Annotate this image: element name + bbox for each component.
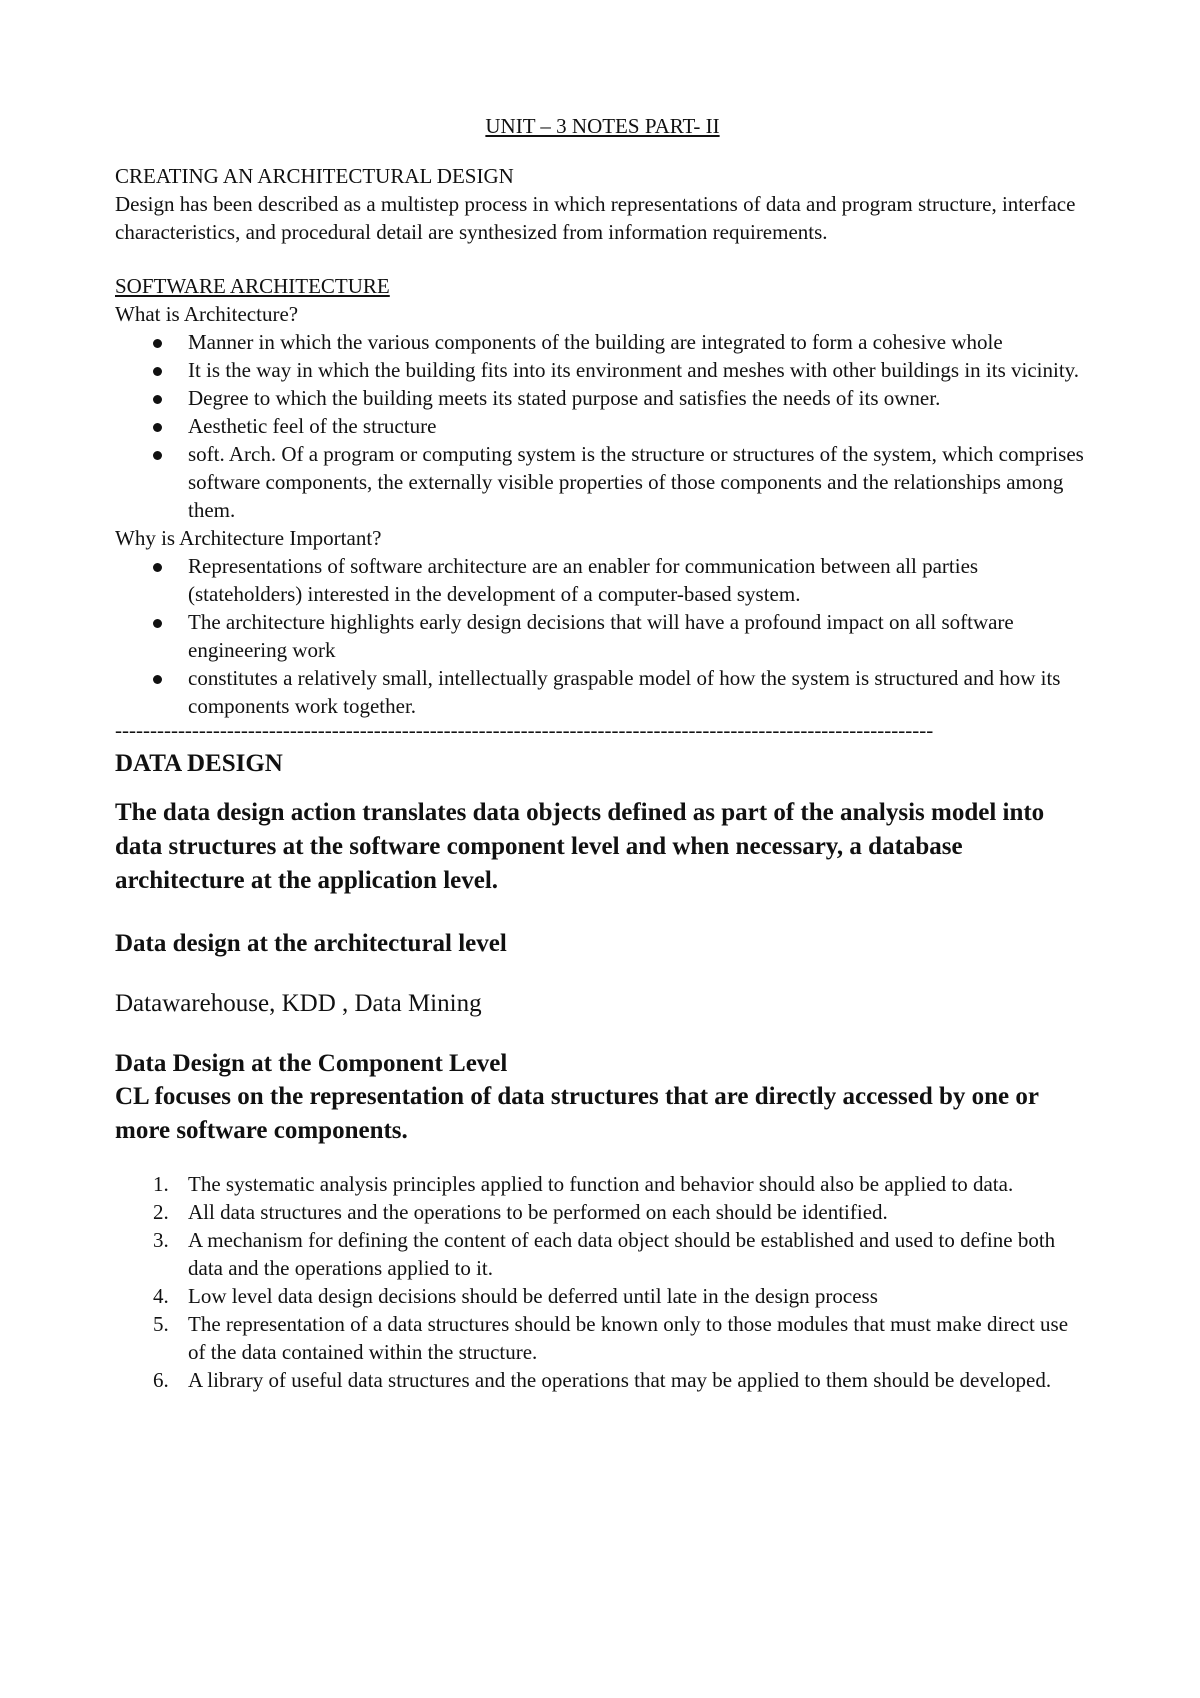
list-item-text: The systematic analysis principles applied to function and behavior should also be applied to data. [188,1172,1014,1196]
list-number: 5. [153,1312,169,1336]
question-what-is-architecture: What is Architecture? [115,302,299,326]
subheading-component-level: Data Design at the Component Level [115,1050,508,1077]
list-item-text: Manner in which the various components of the building are integrated to form a cohesive whole [188,330,1003,354]
list-number: 3. [153,1228,169,1252]
list-item-text: Representations of software architecture are an enabler for communication between all parties (stateholders) interested in the development of a computer-based system. [188,554,979,606]
bullet-icon [153,563,162,572]
bullet-icon [153,619,162,628]
spacer [115,1148,1090,1170]
list-item-text: The architecture highlights early design decisions that will have a profound impact on all software engineering work [188,610,1014,662]
document-title: UNIT – 3 NOTES PART- II [485,114,720,138]
spacer [115,246,1090,272]
list-item [115,608,1090,664]
section-heading-architectural-design: CREATING AN ARCHITECTURAL DESIGN [115,164,514,188]
list-item-text: A library of useful data structures and the operations that may be applied to them should be developed. [188,1368,1052,1392]
list-item [115,1282,1090,1310]
why-architecture-important-list [115,552,1090,720]
list-item [115,412,1090,440]
list-item-text: It is the way in which the building fits into its environment and meshes with other buildings in its vicinity. [188,358,1080,382]
bullet-icon [153,675,162,684]
section-heading-data-design: DATA DESIGN [115,750,283,777]
list-item-text: constitutes a relatively small, intellectually graspable model of how the system is structured and how its components work together. [188,666,1061,718]
spacer [115,960,1090,988]
list-item-text: All data structures and the operations to be performed on each should be identified. [188,1200,888,1224]
list-item [115,356,1090,384]
section-heading-software-architecture: SOFTWARE ARCHITECTURE [115,274,390,298]
bullet-icon [153,339,162,348]
list-item [115,1170,1090,1198]
list-number: 1. [153,1172,169,1196]
component-level-paragraph: CL focuses on the representation of data structures that are directly accessed by one or more software components. [115,1083,1039,1144]
list-number: 6. [153,1368,169,1392]
bullet-icon [153,423,162,432]
list-item [115,1198,1090,1226]
list-item-text: Degree to which the building meets its stated purpose and satisfies the needs of its owner. [188,386,941,410]
list-item-text: Low level data design decisions should be deferred until late in the design process [188,1284,878,1308]
list-item [115,1310,1090,1366]
component-level-principles-list [115,1170,1090,1394]
list-number: 4. [153,1284,169,1308]
subheading-architectural-level: Data design at the architectural level [115,930,507,957]
list-item [115,328,1090,356]
bullet-icon [153,451,162,460]
architectural-level-items: Datawarehouse, KDD , Data Mining [115,990,482,1017]
list-item-text: A mechanism for defining the content of each data object should be established and used to define both data and the operations applied to it. [188,1228,1056,1280]
list-item [115,552,1090,608]
bullet-icon [153,395,162,404]
list-item [115,440,1090,524]
list-item [115,664,1090,720]
list-item [115,384,1090,412]
list-number: 2. [153,1200,169,1224]
list-item-text: The representation of a data structures should be known only to those modules that must make direct use of the data contained within the structure. [188,1312,1069,1364]
architectural-design-paragraph: Design has been described as a multistep process in which representations of data and program structure, interface characteristics, and procedural detail are synthesized from information requirements. [115,192,1076,244]
what-is-architecture-list [115,328,1090,524]
list-item-text: soft. Arch. Of a program or computing system is the structure or structures of the system, which comprises software components, the externally visible properties of those components and the relationships among them. [188,442,1084,522]
data-design-lead-paragraph: The data design action translates data objects defined as part of the analysis model into data structures at the software component level and when necessary, a database architecture at the application level. [115,799,1045,894]
spacer [115,898,1090,928]
list-item-text: Aesthetic feel of the structure [188,414,437,438]
list-item [115,1226,1090,1282]
list-item [115,1366,1090,1394]
spacer [115,1020,1090,1048]
dashed-divider: --------------------------------------------------------------------------------------------------------------------- [115,720,934,740]
bullet-icon [153,367,162,376]
question-why-architecture-important: Why is Architecture Important? [115,526,382,550]
